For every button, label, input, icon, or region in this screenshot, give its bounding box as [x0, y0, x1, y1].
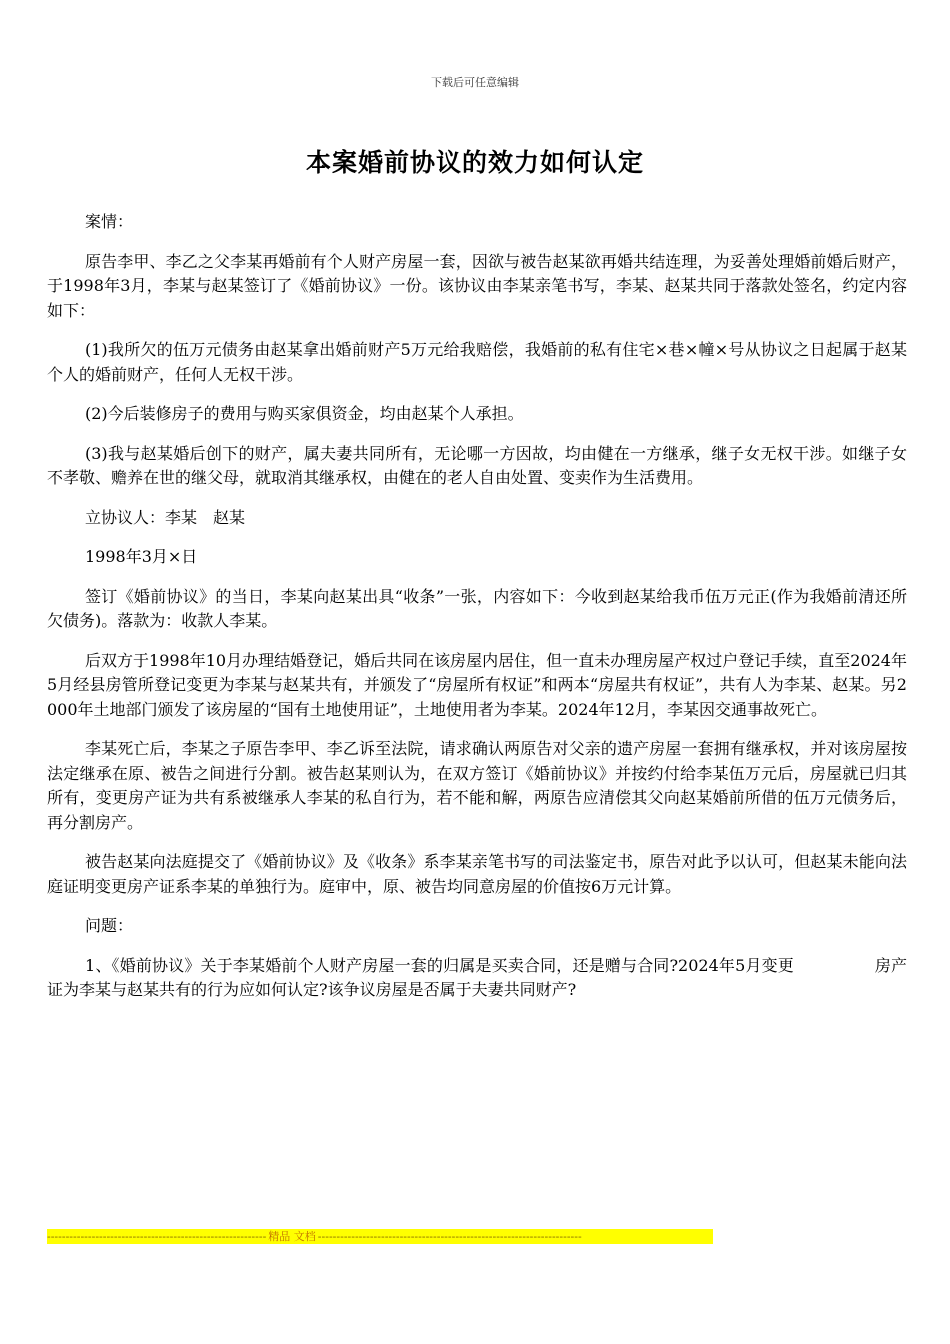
footer-dashes-left: -----------------------------------------------------------	[47, 1230, 267, 1243]
footer-banner	[47, 1229, 713, 1244]
paragraph: 后双方于1998年10月办理结婚登记，婚后共同在该房屋内居住，但一直未办理房屋产权过户登记手续，直至2024年5月经县房管所登记变更为李某与赵某共有，并颁发了“房屋所有权证”和两本“房屋共有权证”，共有人为李某、赵某。另2000年土地部门颁发了该房屋的“国有土地使用证”，土地使用者为李某。2024年12月，李某因交通事故死亡。	[47, 650, 907, 719]
agreement-clause-3: (3)我与赵某婚后创下的财产，属夫妻共同所有，无论哪一方因故，均由健在一方继承，继子女无权干涉。如继子女不孝敬、赡养在世的继父母，就取消其继承权，由健在的老人自由处置、变卖作为生活费用。	[47, 443, 907, 487]
signatories: 立协议人：李某 赵某	[85, 507, 246, 527]
footer-label: 精品 文档	[268, 1230, 316, 1243]
paragraph: 原告李甲、李乙之父李某再婚前有个人财产房屋一套，因欲与被告赵某欲再婚共结连理，为妥善处理婚前婚后财产，于1998年3月，李某与赵某签订了《婚前协议》一份。该协议由李某亲笔书写，李某、赵某共同于落款处签名，约定内容如下：	[47, 251, 907, 320]
footer-dashes-right: -----------------------------------------------------------------------	[317, 1230, 582, 1243]
question-1: 1、《婚前协议》关于李某婚前个人财产房屋一套的归属是买卖合同，还是赠与合同?2024年5月变更 房产证为李某与赵某共有的行为应如何认定?该争议房屋是否属于夫妻共同财产?	[47, 955, 907, 999]
agreement-date: 1998年3月×日	[85, 547, 198, 566]
agreement-clause-1: (1)我所欠的伍万元债务由赵某拿出婚前财产5万元给我赔偿，我婚前的私有住宅×巷×幢×号从协议之日起属于赵某个人的婚前财产，任何人无权干涉。	[47, 340, 907, 384]
document-body	[47, 210, 907, 1018]
paragraph: 被告赵某向法庭提交了《婚前协议》及《收条》系李某亲笔书写的司法鉴定书，原告对此予以认可，但赵某未能向法庭证明变更房产证系李某的单独行为。庭审中，原、被告均同意房屋的价值按6万元计算。	[47, 852, 907, 896]
paragraph: 签订《婚前协议》的当日，李某向赵某出具“收条”一张，内容如下：今收到赵某给我币伍万元正(作为我婚前清还所欠债务)。落款为：收款人李某。	[47, 586, 907, 630]
section-heading-questions: 问题：	[85, 916, 134, 935]
header-note: 下载后可任意编辑	[431, 76, 519, 89]
section-heading-case: 案情：	[85, 212, 134, 231]
paragraph: 李某死亡后，李某之子原告李甲、李乙诉至法院，请求确认两原告对父亲的遗产房屋一套拥有继承权，并对该房屋按法定继承在原、被告之间进行分割。被告赵某则认为，在双方签订《婚前协议》并按约付给李某伍万元后，房屋就已归其所有，变更房产证为共有系被继承人李某的私自行为，若不能和解，两原告应清偿其父向赵某婚前所借的伍万元债务后，再分割房产。	[47, 739, 907, 832]
document-title: 本案婚前协议的效力如何认定	[305, 148, 644, 177]
agreement-clause-2: (2)今后装修房子的费用与购买家俱资金，均由赵某个人承担。	[85, 404, 524, 423]
